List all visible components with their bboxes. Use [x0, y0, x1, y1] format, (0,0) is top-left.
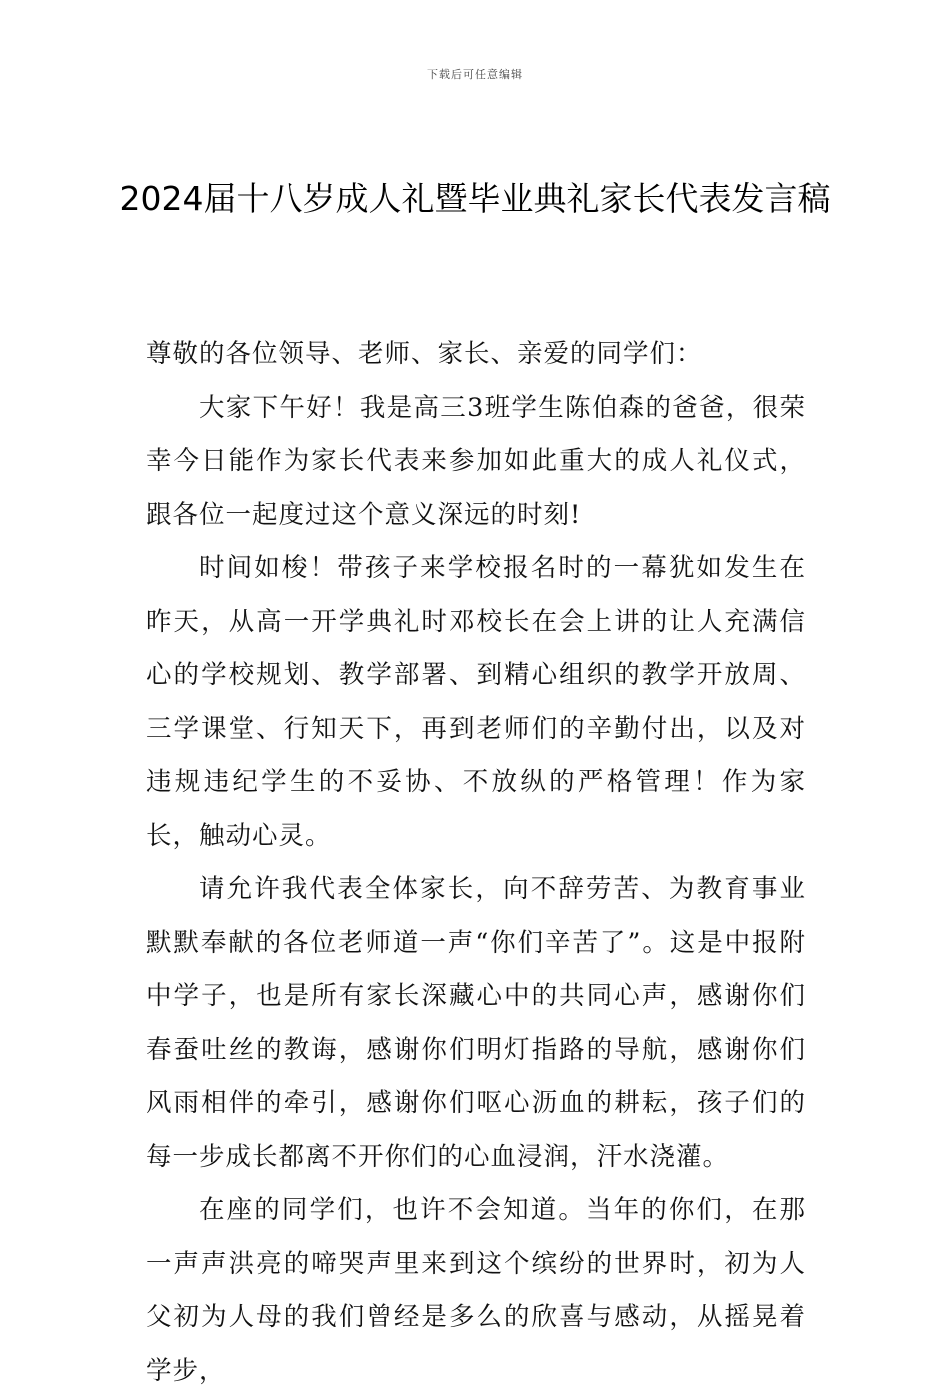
- document-title: 2024届十八岁成人礼暨毕业典礼家长代表发言稿: [119, 179, 831, 218]
- salutation: 尊敬的各位领导、老师、家长、亲爱的同学们：: [146, 339, 703, 369]
- paragraph: 时间如梭！带孩子来学校报名时的一幕犹如发生在昨天，从高一开学典礼时邓校长在会上讲的让人充满信心的学校规划、教学部署、到精心组织的教学开放周、三学课堂、行知天下，再到老师们的辛勤付出，以及对违规违纪学生的不妥协、不放纵的严格管理！作为家长，触动心灵。: [146, 553, 806, 851]
- document-body: [146, 328, 806, 1398]
- paragraph: 请允许我代表全体家长，向不辞劳苦、为教育事业默默奉献的各位老师道一声“你们辛苦了”。这是中报附中学子，也是所有家长深藏心中的共同心声，感谢你们春蚕吐丝的教诲，感谢你们明灯指路的导航，感谢你们风雨相伴的牵引，感谢你们呕心沥血的耕耘，孩子们的每一步成长都离不开你们的心血浸润，汗水浇灌。: [146, 874, 806, 1172]
- header-note: 下载后可任意编辑: [427, 68, 523, 81]
- paragraph: 大家下午好！我是高三3班学生陈伯森的爸爸，很荣幸今日能作为家长代表来参加如此重大的成人礼仪式，跟各位一起度过这个意义深远的时刻!: [146, 392, 806, 530]
- paragraph: 在座的同学们，也许不会知道。当年的你们，在那一声声洪亮的啼哭声里来到这个缤纷的世界时，初为人父初为人母的我们曾经是多么的欣喜与感动，从摇晃着学步，: [146, 1195, 806, 1386]
